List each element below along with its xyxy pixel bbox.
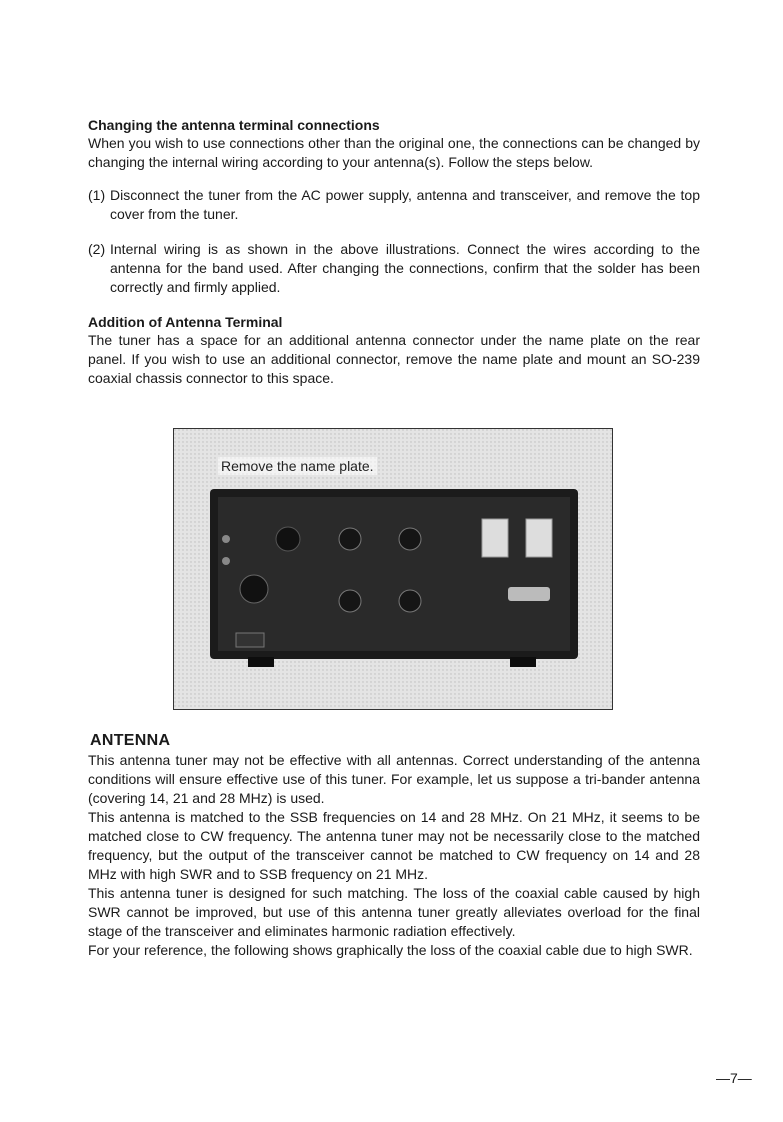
rear-panel-photo bbox=[173, 428, 613, 710]
foot-icon bbox=[510, 657, 536, 667]
terminal-block-icon bbox=[482, 519, 508, 557]
connector-icon bbox=[240, 575, 268, 603]
section-heading-additional-terminal: Addition of Antenna Terminal bbox=[88, 314, 283, 330]
antenna-paragraph: This antenna tuner may not be effective with all antennas. Correct understanding of the antenna conditions will ensure effective use of this tuner. For example, let us suppose a tri-bander antenna (covering 14, 21 and 28 MHz) is used. bbox=[88, 752, 700, 806]
ground-terminal-icon bbox=[236, 633, 264, 647]
antenna-paragraph: For your reference, the following shows graphically the loss of the coaxial cable due to high SWR. bbox=[88, 942, 693, 958]
step-number: (1) bbox=[88, 187, 106, 203]
step-text: Disconnect the tuner from the AC power supply, antenna and transceiver, and remove the top cover from the tuner. bbox=[110, 187, 700, 222]
antenna-paragraph: This antenna is matched to the SSB frequencies on 14 and 28 MHz. On 21 MHz, it seems to be matched close to CW frequency. The antenna tuner may not be necessarily close to the matched frequency, but the output of the transceiver cannot be matched to CW frequency on 14 and 28 MHz with high SWR and to SSB frequency on 21 MHz. bbox=[88, 809, 700, 882]
step-item bbox=[88, 186, 700, 224]
page-number: —7— bbox=[716, 1070, 752, 1086]
step-text: Internal wiring is as shown in the above illustrations. Connect the wires according to the antenna for the band used. After changing the connections, confirm that the solder has been correctly and firmly applied. bbox=[110, 241, 700, 295]
section-heading-terminal-connections: Changing the antenna terminal connections bbox=[88, 117, 380, 133]
figure-caption: Remove the name plate. bbox=[218, 457, 377, 475]
antenna-section bbox=[88, 751, 700, 960]
connector-icon bbox=[339, 528, 361, 550]
step-number: (2) bbox=[88, 241, 106, 257]
antenna-heading: ANTENNA bbox=[90, 732, 171, 749]
foot-icon bbox=[248, 657, 274, 667]
step-item bbox=[88, 240, 700, 297]
steps-list bbox=[88, 186, 700, 297]
connector-icon bbox=[399, 590, 421, 612]
terminal-block-icon bbox=[526, 519, 552, 557]
name-plate-icon bbox=[508, 587, 550, 601]
section-additional-terminal-text: The tuner has a space for an additional antenna connector under the name plate on the rear panel. If you wish to use an additional connector, remove the name plate and mount an SO-239 coaxial chassis connector to this space. bbox=[88, 332, 700, 386]
page-content bbox=[88, 116, 700, 388]
section-additional-terminal bbox=[88, 313, 700, 388]
screw-icon bbox=[222, 535, 230, 543]
connector-icon bbox=[339, 590, 361, 612]
panel-face bbox=[218, 497, 570, 651]
section-intro: When you wish to use connections other than the original one, the connections can be changed by changing the internal wiring according to your antenna(s). Follow the steps below. bbox=[88, 135, 700, 170]
screw-icon bbox=[222, 557, 230, 565]
connector-hole-icon bbox=[276, 527, 300, 551]
antenna-paragraph: This antenna tuner is designed for such matching. The loss of the coaxial cable caused by high SWR cannot be improved, but use of this antenna tuner greatly alleviates overload for the final stage of the transceiver and eliminates harmonic radiation effectively. bbox=[88, 885, 700, 939]
connector-icon bbox=[399, 528, 421, 550]
